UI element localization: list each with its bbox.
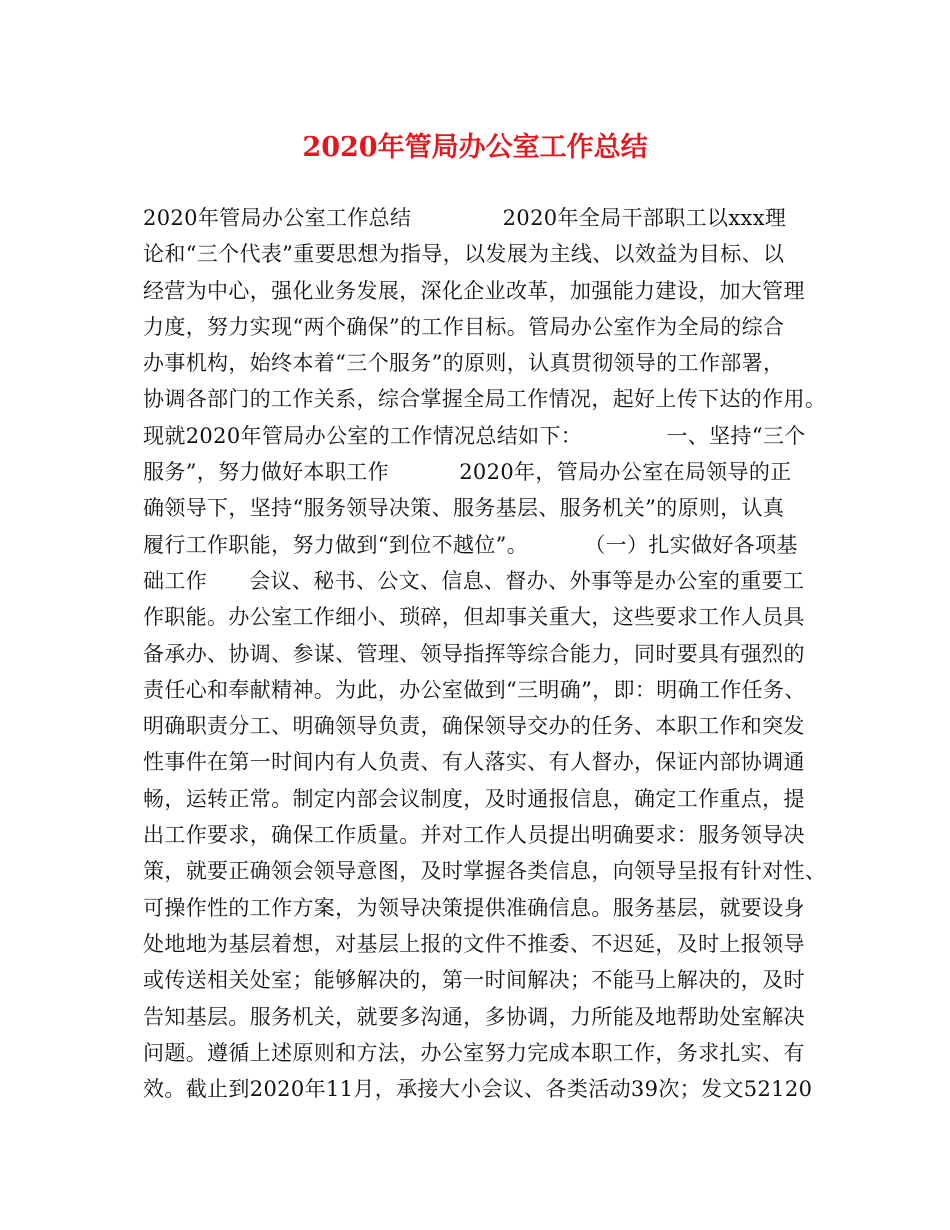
body-text-line: 确领导下，坚持“服务领导决策、服务基层、服务机关”的原则，认真 bbox=[143, 496, 785, 521]
body-text-line: 责任心和奉献精神。为此，办公室做到“三明确”，即：明确工作任务、 bbox=[143, 677, 806, 702]
body-text-line: 备承办、协调、参谋、管理、领导指挥等综合能力，同时要具有强烈的 bbox=[143, 641, 805, 666]
body-text-line: 畅，运转正常。制定内部会议制度，及时通报信息，确定工作重点，提 bbox=[143, 786, 805, 811]
body-text-line: 论和“三个代表”重要思想为指导，以发展为主线、以效益为目标、以 bbox=[143, 242, 785, 267]
body-text-line: 或传送相关处室；能够解决的，第一时间解决；不能马上解决的，及时 bbox=[143, 968, 805, 993]
document-body bbox=[143, 200, 827, 1107]
body-text-line: 问题。遵循上述原则和方法，办公室努力完成本职工作，务求扎实、有 bbox=[143, 1040, 805, 1065]
body-text-line: 经营为中心，强化业务发展，深化企业改革，加强能力建设，加大管理 bbox=[143, 278, 805, 303]
body-text-line: 性事件在第一时间内有人负责、有人落实、有人督办，保证内部协调通 bbox=[143, 750, 805, 775]
body-text-line: 处地地为基层着想，对基层上报的文件不推委、不迟延，及时上报领导 bbox=[143, 931, 805, 956]
body-text-line: 告知基层。服务机关，就要多沟通，多协调，力所能及地帮助处室解决 bbox=[143, 1004, 805, 1029]
body-text-line: 效。截止到2020年11月，承接大小会议、各类活动39次；发文52120 bbox=[143, 1077, 813, 1102]
body-text-line: 明确职责分工、明确领导负责，确保领导交办的任务、本职工作和突发 bbox=[143, 714, 805, 739]
body-text-line: 力度，努力实现“两个确保”的工作目标。管局办公室作为全局的综合 bbox=[143, 314, 785, 339]
document-title: 2020年管局办公室工作总结 bbox=[302, 132, 648, 163]
body-text-line: 策，就要正确领会领导意图，及时掌握各类信息，向领导呈报有针对性、 bbox=[143, 859, 827, 884]
body-text-line: 履行工作职能，努力做到“到位不越位”。 （一）扎实做好各项基 bbox=[143, 532, 798, 557]
body-text-line: 出工作要求，确保工作质量。并对工作人员提出明确要求：服务领导决 bbox=[143, 823, 805, 848]
body-text-line: 2020年管局办公室工作总结 2020年全局干部职工以xxx理 bbox=[143, 206, 787, 230]
body-text-line: 办事机构，始终本着“三个服务”的原则，认真贯彻领导的工作部署， bbox=[143, 351, 785, 376]
body-text-line: 作职能。办公室工作细小、琐碎，但却事关重大，这些要求工作人员具 bbox=[143, 605, 805, 630]
body-text-line: 服务”，努力做好本职工作 2020年，管局办公室在局领导的正 bbox=[143, 460, 792, 485]
body-text-line: 础工作 会议、秘书、公文、信息、督办、外事等是办公室的重要工 bbox=[143, 568, 805, 593]
body-text-line: 协调各部门的工作关系，综合掌握全局工作情况，起好上传下达的作用。 bbox=[143, 387, 827, 412]
body-text-line: 可操作性的工作方案，为领导决策提供准确信息。服务基层，就要设身 bbox=[143, 895, 805, 920]
body-text-line: 现就2020年管局办公室的工作情况总结如下： 一、坚持“三个 bbox=[143, 423, 806, 448]
